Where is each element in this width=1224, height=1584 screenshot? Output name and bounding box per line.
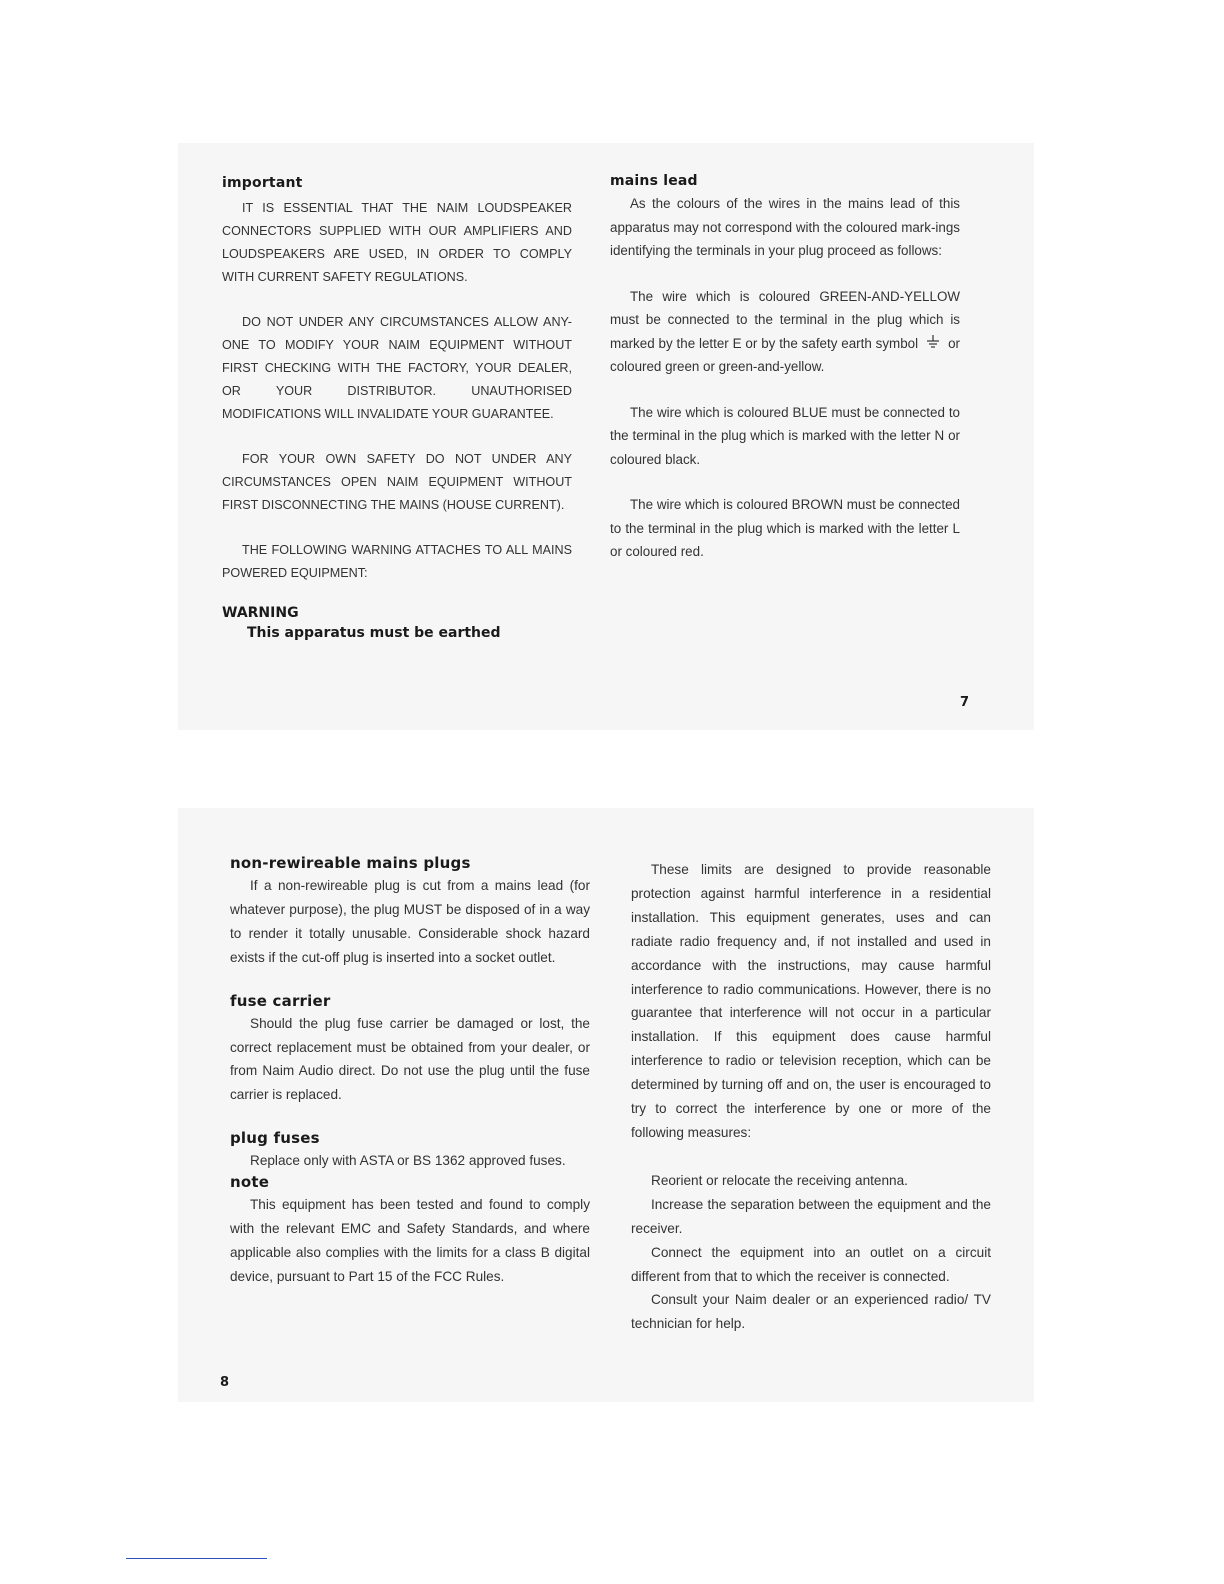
important-heading: important: [222, 175, 303, 191]
warning-heading: WARNING: [222, 605, 299, 621]
note-heading: note: [230, 1173, 270, 1192]
fuse-carrier-heading: fuse carrier: [230, 991, 331, 1010]
important-paragraph-1: IT IS ESSENTIAL THAT THE NAIM LOUDSPEAKER CONNECTORS SUPPLIED WITH OUR AMPLIFIERS AND LOUDSPEAKERS ARE USED, IN ORDER TO COMPLY WITH CURRENT SAFETY REGULATIONS.: [222, 201, 572, 284]
green-yellow-text-end: or coloured green or green-and-yellow.: [610, 335, 960, 374]
page-number: 8: [220, 1375, 230, 1390]
brown-wire-paragraph: The wire which is coloured BROWN must be connected to the terminal in the plug which is marked with the letter L or coloured red.: [610, 497, 960, 559]
non-rewireable-heading: non-rewireable mains plugs: [230, 854, 471, 872]
warning-text: This apparatus must be earthed: [247, 625, 501, 641]
measure-1: Reorient or relocate the receiving antenna.: [651, 1172, 908, 1188]
mains-lead-intro: As the colours of the wires in the mains lead of this apparatus may not correspond with the coloured mark-ings identifying the terminals in your plug proceed as follows:: [610, 196, 960, 258]
green-yellow-text: The wire which is coloured GREEN-AND-YELLOW must be connected to the terminal in the plug which is marked by the letter E or by the safety earth symbol: [610, 288, 960, 351]
blue-wire-paragraph: The wire which is coloured BLUE must be connected to the terminal in the plug which is marked with the letter N or coloured black.: [610, 404, 960, 467]
page-number: 7: [960, 695, 970, 710]
measure-2: Increase the separation between the equipment and the receiver.: [631, 1196, 991, 1236]
mains-lead-heading: mains lead: [610, 173, 698, 189]
important-section: [222, 175, 572, 641]
important-paragraph-2: DO NOT UNDER ANY CIRCUMSTANCES ALLOW ANY-ONE TO MODIFY YOUR NAIM EQUIPMENT WITHOUT FIRST CHECKING WITH THE FACTORY, YOUR DEALER, OR YOUR DISTRIBUTOR. UNAUTHORISED MODIFICATIONS WILL INVALIDATE YOUR GUARANTEE.: [222, 315, 572, 421]
note-text: This equipment has been tested and found to comply with the relevant EMC and Safety Standards, and where applicable also complies with the limits for a class B digital device, pursuant to Part 15 of the FCC Rules.: [230, 1197, 590, 1284]
plug-fuses-text: Replace only with ASTA or BS 1362 approved fuses.: [250, 1153, 566, 1169]
mains-lead-section: [610, 173, 960, 564]
important-paragraph-4: THE FOLLOWING WARNING ATTACHES TO ALL MAINS POWERED EQUIPMENT:: [222, 543, 572, 580]
page8-left-column: [230, 854, 590, 1289]
measure-3: Connect the equipment into an outlet on a circuit different from that to which the receiver is connected.: [631, 1244, 991, 1284]
limits-paragraph: These limits are designed to provide reasonable protection against harmful interference in a residential installation. This equipment generates, uses and can radiate radio frequency and, if not installed and used in accordance with the instructions, may cause harmful interference to radio communications. However, there is no guarantee that interference will not occur in a particular installation. If this equipment does cause harmful interference to radio or television reception, which can be determined by turning off and on, the user is encouraged to try to correct the interference by one or more of the following measures:: [631, 862, 991, 1140]
page-8: [178, 808, 1034, 1402]
plug-fuses-heading: plug fuses: [230, 1129, 320, 1148]
green-yellow-wire-paragraph: [610, 285, 960, 379]
footer-rule: [126, 1558, 267, 1559]
page-7: [178, 143, 1034, 730]
measure-4: Consult your Naim dealer or an experienced radio/ TV technician for help.: [631, 1292, 991, 1332]
important-paragraph-3: FOR YOUR OWN SAFETY DO NOT UNDER ANY CIRCUMSTANCES OPEN NAIM EQUIPMENT WITHOUT FIRST DISCONNECTING THE MAINS (HOUSE CURRENT).: [222, 452, 572, 512]
non-rewireable-text: If a non-rewireable plug is cut from a mains lead (for whatever purpose), the plug MUST be disposed of in a way to render it totally unusable. Considerable shock hazard exists if the cut-off plug is inserted into a socket outlet.: [230, 878, 590, 965]
fuse-carrier-text: Should the plug fuse carrier be damaged or lost, the correct replacement must be obtained from your dealer, or from Naim Audio direct. Do not use the plug until the fuse carrier is replaced.: [230, 1015, 590, 1103]
page8-right-column: [631, 854, 991, 1336]
safety-earth-icon: [926, 335, 940, 351]
